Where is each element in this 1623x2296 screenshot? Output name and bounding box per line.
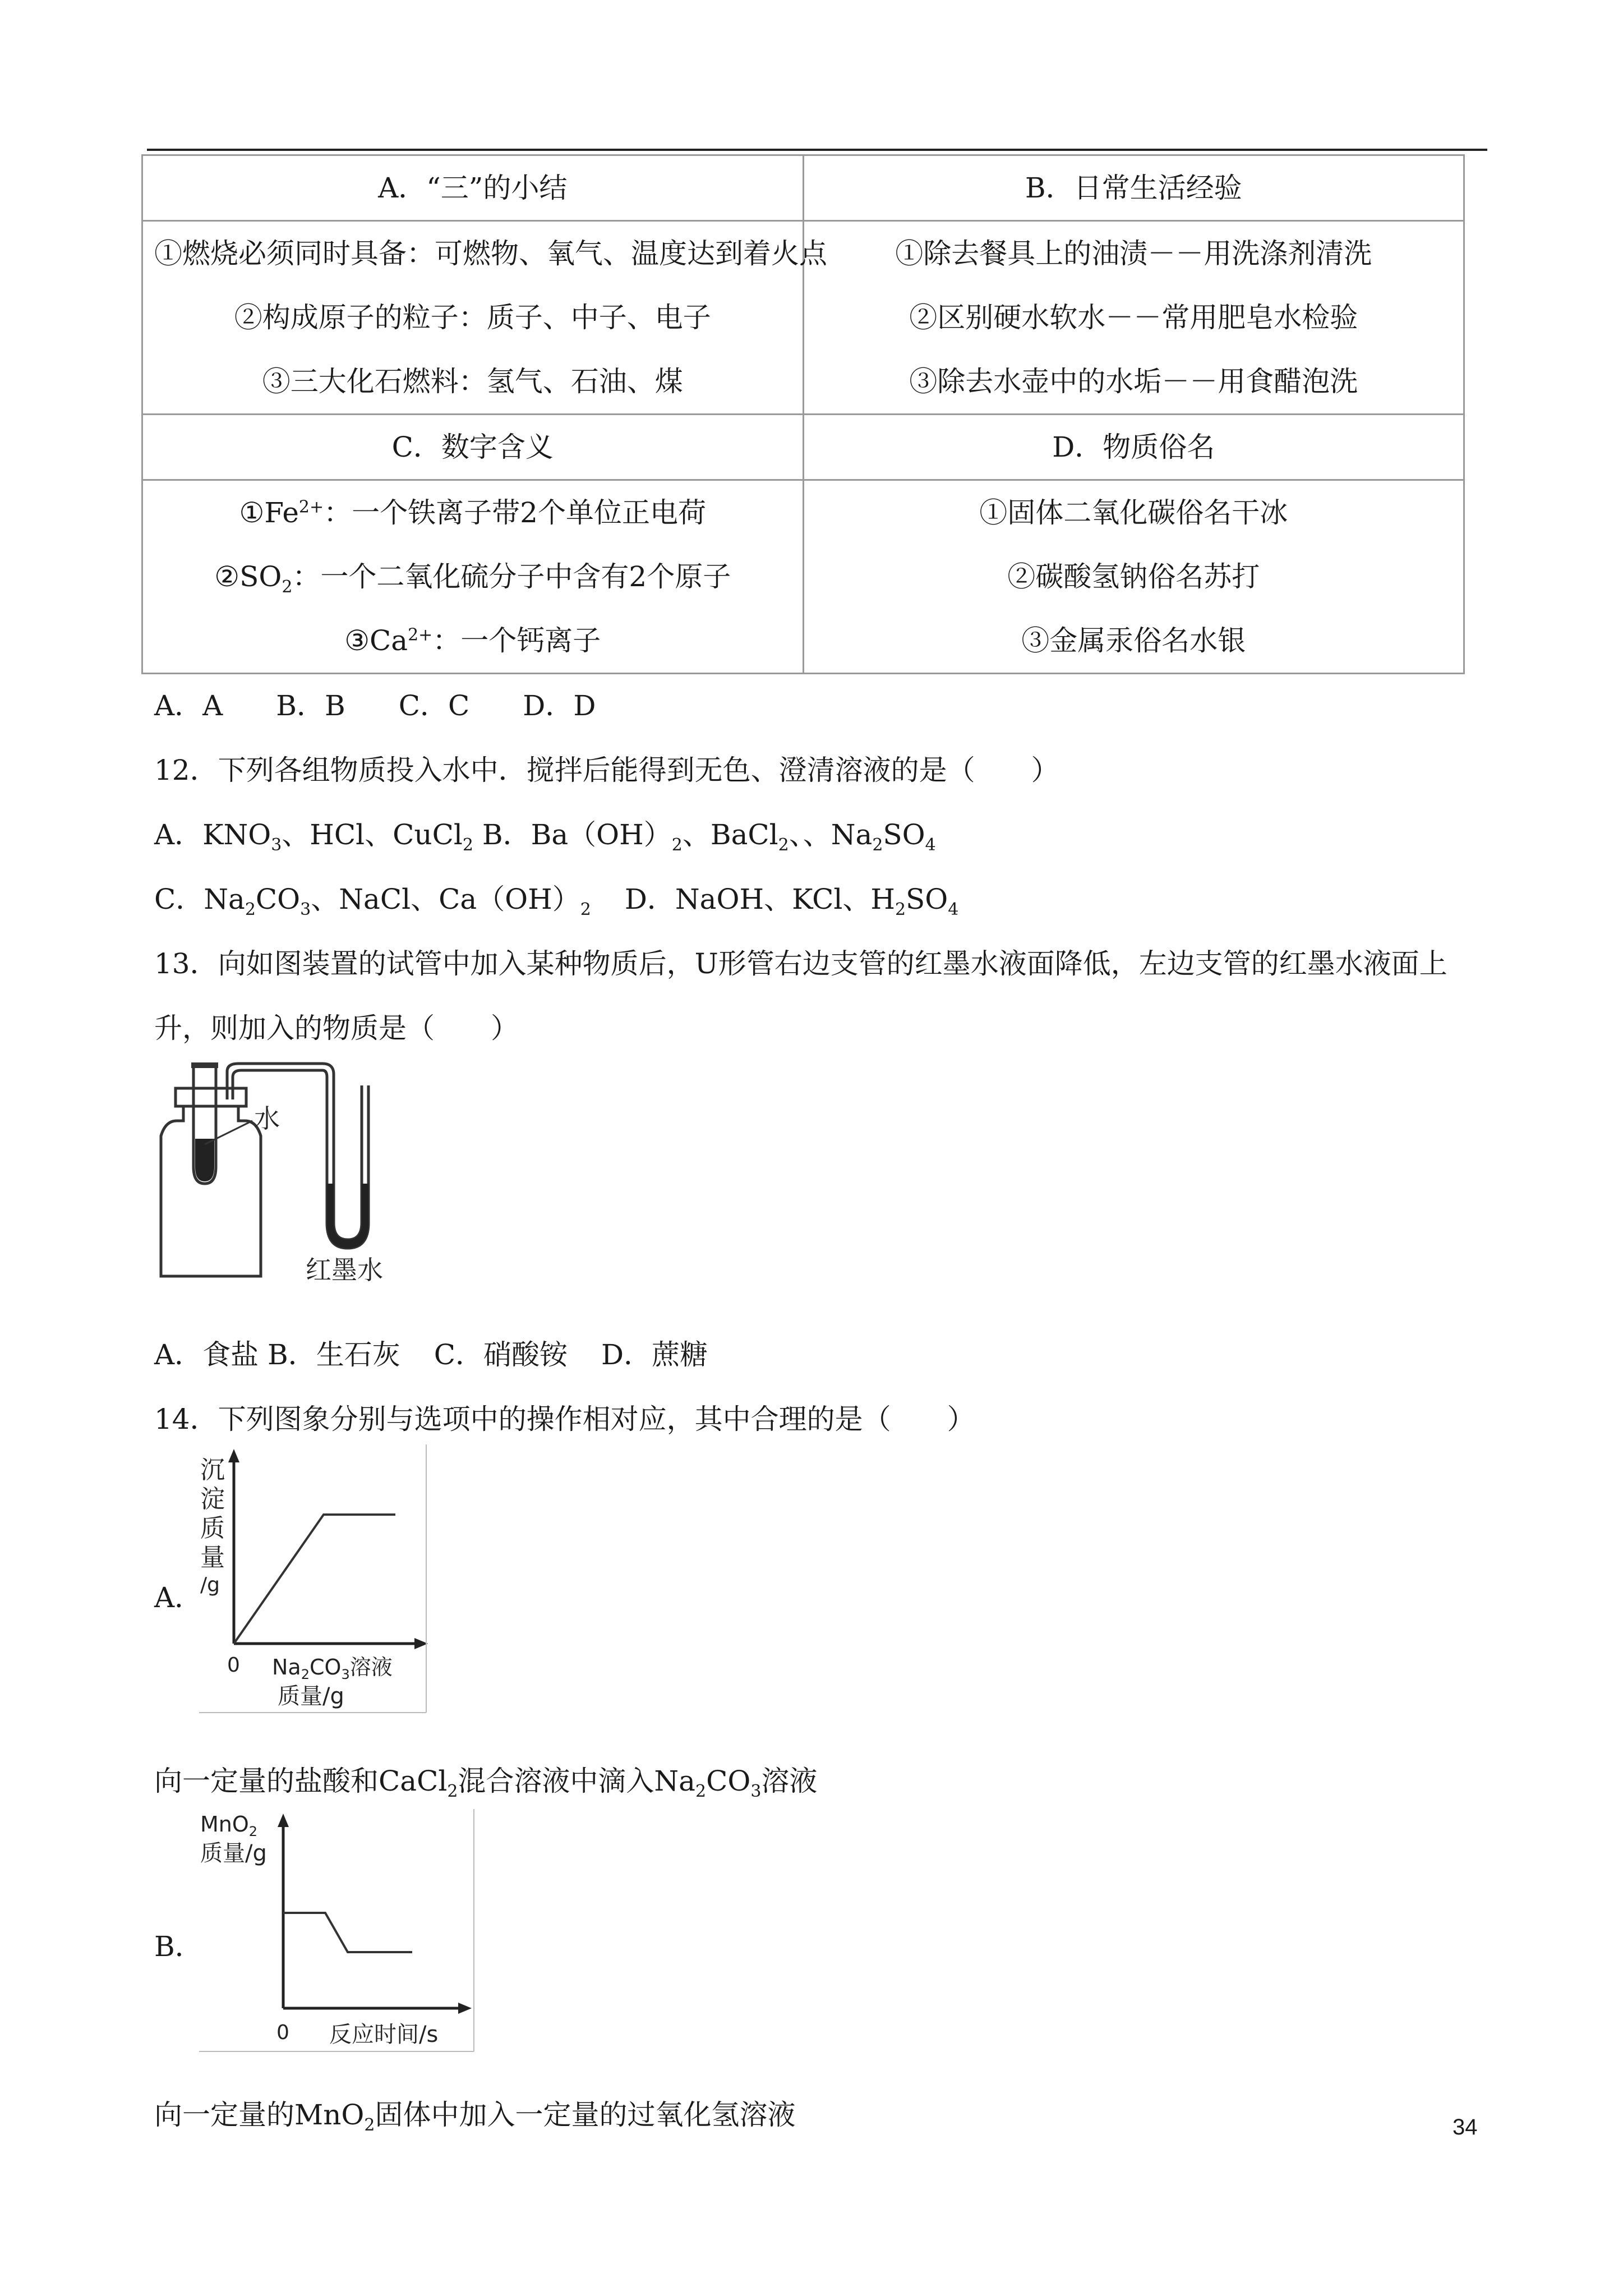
cell-c-body bbox=[142, 480, 804, 674]
q12-options-ab bbox=[154, 818, 936, 855]
stopper bbox=[176, 1088, 246, 1106]
chart-a-ylabel-3: 质 bbox=[200, 1514, 225, 1543]
b-item-1: ①除去餐具上的油渍－－用洗涤剂清洗 bbox=[895, 237, 1372, 270]
q13-options bbox=[154, 1338, 708, 1372]
chart-a-ylabel-1: 沉 bbox=[200, 1456, 225, 1484]
q11-options bbox=[154, 689, 596, 723]
chart-b-ylabel-line-2: 质量/g bbox=[200, 1841, 267, 1866]
q14-option-a-desc: 向一定量的盐酸和CaCl$_2$混合溶液中滴入$Na_2CO_3$溶液 bbox=[154, 1765, 818, 1801]
cell-a-title: A．“三”的小结 bbox=[142, 155, 804, 221]
chart-a-ylabel-5: /g bbox=[200, 1573, 220, 1596]
q14-option-b-label[interactable]: B． bbox=[154, 1930, 203, 1963]
q12-option-d[interactable]: D．NaOH、KCl、$H_2SO_4$ bbox=[624, 883, 959, 919]
chart-b-ylabel-line-1: MnO$_2$ bbox=[200, 1812, 258, 1839]
d-item-1: ①固体二氧化碳俗名干冰 bbox=[979, 496, 1288, 529]
q14-stem: 14．下列图象分别与选项中的操作相对应，其中合理的是（ ） bbox=[154, 1403, 975, 1435]
q11-option-c[interactable]: C．C bbox=[398, 689, 470, 722]
page-number: 34 bbox=[1453, 2115, 1478, 2139]
label-red-ink: 红墨水 bbox=[306, 1255, 383, 1285]
q13-stem-line-2: 升，则加入的物质是（ ） bbox=[154, 1012, 519, 1045]
q11-option-d[interactable]: D．D bbox=[523, 689, 596, 722]
label-water: 水 bbox=[254, 1103, 280, 1134]
chart-b-series-line bbox=[283, 1913, 412, 1952]
q14-chart-a bbox=[199, 1444, 429, 1714]
a-item-3: ③三大化石燃料：氢气、石油、煤 bbox=[262, 365, 683, 398]
q13-option-a[interactable]: A．食盐 bbox=[154, 1338, 259, 1371]
cell-d-body bbox=[803, 480, 1464, 674]
q12-option-a[interactable]: A．$KNO_3$、HCl、CuCl$_2$ bbox=[154, 818, 473, 855]
d-item-3: ③金属汞俗名水银 bbox=[1021, 624, 1246, 657]
q13-stem-line-1: 13．向如图装置的试管中加入某种物质后，U形管右边支管的红墨水液面降低，左边支管的红墨水液面上 bbox=[154, 947, 1447, 980]
bottle-outline bbox=[161, 1104, 261, 1276]
q11-option-b[interactable]: B．B bbox=[276, 689, 345, 722]
q13-option-b[interactable]: B．生石灰 bbox=[268, 1338, 400, 1371]
cell-c-title: C．数字含义 bbox=[142, 415, 804, 480]
q12-options-cd bbox=[154, 882, 959, 919]
chart-a-xlabel-line-2: 质量/g bbox=[278, 1683, 344, 1709]
chart-b-xlabel: 反应时间/s bbox=[329, 2022, 439, 2047]
chart-a-ylabel-4: 量 bbox=[200, 1543, 225, 1572]
q14-chart-b bbox=[199, 1809, 477, 2056]
chart-a-origin: 0 bbox=[227, 1654, 240, 1677]
header-rule bbox=[147, 149, 1487, 151]
c-item-1: $①Fe^{2+}$：一个铁离子带2个单位正电荷 bbox=[239, 496, 706, 529]
chart-b-origin: 0 bbox=[276, 2021, 289, 2044]
cell-a-body bbox=[142, 221, 827, 415]
q13-option-d[interactable]: D．蔗糖 bbox=[601, 1338, 708, 1371]
b-item-2: ②区别硬水软水－－常用肥皂水检验 bbox=[909, 301, 1358, 334]
q14-option-b-desc: 向一定量的MnO$_2$固体中加入一定量的过氧化氢溶液 bbox=[154, 2099, 796, 2135]
c-item-3: $③Ca^{2+}$：一个钙离子 bbox=[344, 624, 601, 657]
chart-a-ylabel-2: 淀 bbox=[200, 1485, 225, 1513]
b-item-3: ③除去水壶中的水垢－－用食醋泡洗 bbox=[909, 365, 1358, 398]
q12-stem: 12．下列各组物质投入水中．搅拌后能得到无色、澄清溶液的是（ ） bbox=[154, 754, 1059, 786]
summary-table bbox=[141, 154, 1465, 674]
q13-apparatus-figure bbox=[154, 1055, 401, 1285]
cell-b-body bbox=[803, 221, 1464, 415]
cell-d-title: D．物质俗名 bbox=[803, 415, 1464, 480]
q11-option-a[interactable]: A．A bbox=[154, 689, 223, 722]
q12-option-c[interactable]: C．$Na_2CO_3$、NaCl、$Ca(OH)_2$ bbox=[154, 883, 591, 919]
chart-a-xlabel-line-1: $Na_2CO_3$溶液 bbox=[272, 1655, 393, 1682]
a-item-2: ②构成原子的粒子：质子、中子、电子 bbox=[234, 301, 711, 334]
q13-option-c[interactable]: C．硝酸铵 bbox=[434, 1338, 568, 1371]
q12-option-b[interactable]: B．$Ba(OH)_2$、BaCl$_2$、、$Na_2SO_4$ bbox=[482, 818, 936, 855]
cell-b-title: B．日常生活经验 bbox=[803, 155, 1464, 221]
chart-a-series-line bbox=[234, 1515, 395, 1644]
q14-option-a-label[interactable]: A． bbox=[154, 1581, 203, 1614]
a-item-1: ①燃烧必须同时具备：可燃物、氧气、温度达到着火点 bbox=[154, 237, 827, 270]
c-item-2: $②SO_2$：一个二氧化硫分子中含有2个原子 bbox=[214, 560, 731, 597]
d-item-2: ②碳酸氢钠俗名苏打 bbox=[1007, 560, 1260, 593]
